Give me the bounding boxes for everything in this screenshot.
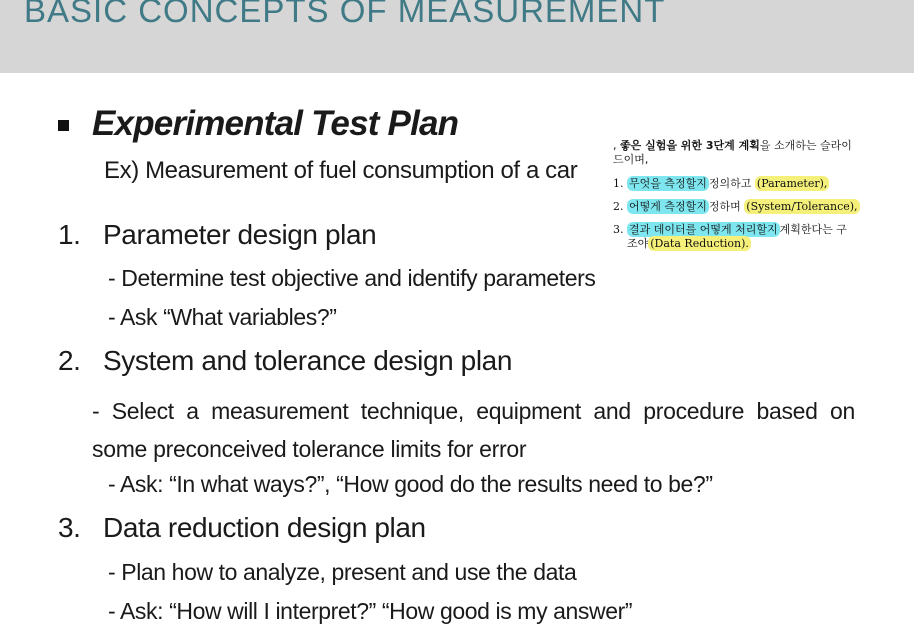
item-2-number: 2. [58,345,81,376]
note-highlight-cyan: 어떻게 측정할지 [629,200,707,213]
note-line-1: 1. 무엇을 측정할지 정의하고 (Parameter), [613,177,828,190]
item-1-line-2: - Ask “What variables?” [108,304,337,330]
note-line-2: 2. 어떻게 측정할지 정하며 (System/Tolerance), [613,200,858,213]
item-2-heading: System and tolerance design plan [103,345,513,376]
note-intro-cont: 드이며, [613,153,649,166]
item-3-number: 3. [58,512,81,543]
item-3-line-2: - Ask: “How will I interpret?” “How good is my answer” [108,598,633,624]
note-highlight-yellow: (Data Reduction). [650,237,749,250]
item-2-line-1: - Ask: “In what ways?”, “How good do the results need to be?” [108,471,713,497]
note-intro-line: , 좋은 실험을 위한 3단계 계획을 소개하는 슬라이 [613,139,852,152]
item-2-paragraph: - Select a measurement technique, equipment and procedure based on some preconceived tolerance limits for error [92,398,855,462]
square-bullet-icon [58,120,69,131]
title-bar [0,0,914,73]
note-highlight-yellow: (Parameter), [756,177,828,190]
section-subtitle: Experimental Test Plan [92,104,459,143]
note-highlight-cyan: 결과 데이터를 어떻게 처리할지 [629,223,778,236]
item-1-heading: Parameter design plan [103,219,377,250]
note-highlight-yellow: (System/Tolerance), [746,200,858,213]
item-3-line-1: - Plan how to analyze, present and use the data [108,559,577,585]
slide-title: BASIC CONCEPTS OF MEASUREMENT [24,0,666,29]
note-line-3-cont: 조야 (Data Reduction). [627,237,749,250]
item-1-line-1: - Determine test objective and identify parameters [108,265,596,291]
note-line-3: 3. 결과 데이터를 어떻게 처리할지 계획한다는 구 [613,223,847,236]
note-highlight-cyan: 무엇을 측정할지 [629,177,707,190]
example-line: Ex) Measurement of fuel consumption of a car [104,157,578,184]
item-1-number: 1. [58,219,81,250]
item-3-heading: Data reduction design plan [103,512,426,543]
